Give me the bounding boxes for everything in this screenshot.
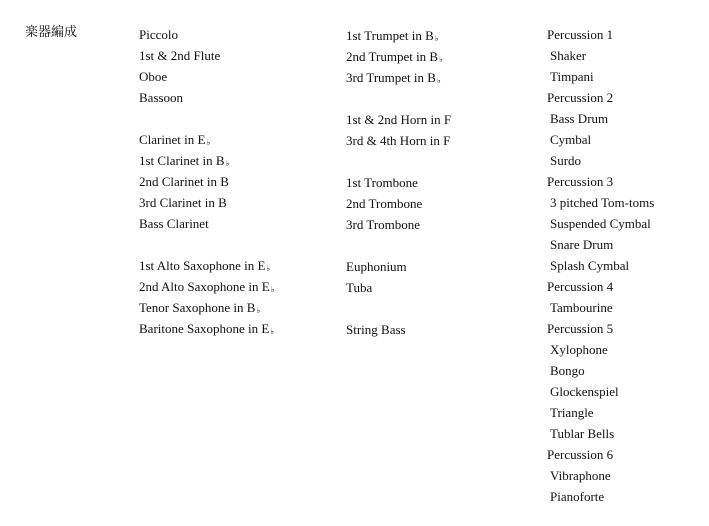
percussion-group-label — [547, 318, 654, 339]
instrument-label: Shaker — [550, 48, 587, 63]
instrument-label: Tuba — [346, 280, 373, 295]
instrument-label: Xylophone — [550, 342, 608, 357]
instrument-item — [346, 193, 451, 214]
spacer — [346, 235, 451, 256]
flat-accidental: ♭ — [225, 159, 230, 168]
percussion-group-label — [547, 171, 654, 192]
instrument-label: 3 pitched Tom-toms — [550, 195, 655, 210]
instrument-label: 3rd Trumpet in B — [346, 70, 436, 85]
flat-accidental: ♭ — [436, 76, 441, 85]
flat-accidental: ♭ — [434, 34, 439, 43]
instrument-sub-item — [547, 360, 654, 381]
instrument-label: 3rd & 4th Horn in F — [346, 133, 451, 148]
instrument-label: Tenor Saxophone in B — [139, 300, 256, 315]
instrument-item — [346, 214, 451, 235]
brass-column — [346, 25, 451, 340]
instrument-label: Bongo — [550, 363, 585, 378]
instrument-label: 2nd Trombone — [346, 196, 423, 211]
percussion-group-label — [547, 24, 654, 45]
instrument-label: 1st Clarinet in B — [139, 153, 225, 168]
instrument-sub-item — [547, 66, 654, 87]
instrument-label: Bass Clarinet — [139, 216, 209, 231]
instrument-label: Baritone Saxophone in E — [139, 321, 270, 336]
percussion-group-label — [547, 276, 654, 297]
instrument-label: Piccolo — [139, 27, 178, 42]
instrument-label: 2nd Clarinet in B — [139, 174, 229, 189]
instrument-label: Percussion 3 — [547, 174, 614, 189]
instrument-item — [139, 213, 275, 234]
instrument-label: 1st Trumpet in B — [346, 28, 434, 43]
instrument-label: Oboe — [139, 69, 168, 84]
instrument-sub-item — [547, 150, 654, 171]
instrument-sub-item — [547, 45, 654, 66]
woodwinds-column — [139, 24, 275, 339]
instrument-sub-item — [547, 129, 654, 150]
instrument-label: 1st Trombone — [346, 175, 418, 190]
instrument-item — [139, 297, 275, 318]
spacer — [346, 151, 451, 172]
instrument-label: 3rd Clarinet in B — [139, 195, 227, 210]
instrument-label: Percussion 1 — [547, 27, 614, 42]
flat-accidental: ♭ — [266, 264, 271, 273]
instrument-item — [139, 150, 275, 171]
instrument-item — [139, 255, 275, 276]
flat-accidental: ♭ — [439, 55, 443, 64]
percussion-group-label — [547, 87, 654, 108]
instrument-item — [346, 46, 451, 67]
spacer — [346, 298, 451, 319]
percussion-group-label — [547, 444, 654, 465]
instrument-label: Percussion 4 — [547, 279, 614, 294]
instrument-item — [139, 171, 275, 192]
instrument-label: Percussion 5 — [547, 321, 614, 336]
instrument-label: Suspended Cymbal — [550, 216, 651, 231]
instrument-item — [139, 192, 275, 213]
instrument-label: Percussion 2 — [547, 90, 614, 105]
flat-accidental: ♭ — [270, 285, 275, 294]
instrument-label: 2nd Alto Saxophone in E — [139, 279, 270, 294]
instrument-label: 3rd Trombone — [346, 217, 421, 232]
instrument-label: Clarinet in E — [139, 132, 206, 147]
instrument-item — [139, 45, 275, 66]
instrument-label: Snare Drum — [550, 237, 614, 252]
instrument-item — [139, 276, 275, 297]
spacer — [139, 234, 275, 255]
instrument-item — [346, 25, 451, 46]
instrument-label: Percussion 6 — [547, 447, 614, 462]
instrument-item — [346, 130, 451, 151]
instrument-item — [346, 109, 451, 130]
instrument-sub-item — [547, 213, 654, 234]
instrument-label: Cymbal — [550, 132, 592, 147]
flat-accidental: ♭ — [256, 306, 261, 315]
instrument-item — [139, 24, 275, 45]
instrument-label: Glockenspiel — [550, 384, 619, 399]
instrument-sub-item — [547, 192, 654, 213]
instrument-sub-item — [547, 465, 654, 486]
instrument-item — [346, 277, 451, 298]
flat-accidental: ♭ — [270, 327, 275, 336]
instrument-label: Vibraphone — [550, 468, 611, 483]
instrument-label: Timpani — [550, 69, 594, 84]
instrument-label: Tublar Bells — [550, 426, 615, 441]
instrument-label: Triangle — [550, 405, 594, 420]
instrument-label: 2nd Trumpet in B — [346, 49, 439, 64]
instrument-sub-item — [547, 255, 654, 276]
instrument-item — [346, 67, 451, 88]
instrument-item — [139, 87, 275, 108]
instrument-item — [139, 129, 275, 150]
spacer — [346, 88, 451, 109]
instrument-label: Surdo — [550, 153, 582, 168]
instrument-label: String Bass — [346, 322, 406, 337]
flat-accidental: ♭ — [206, 138, 211, 147]
instrument-sub-item — [547, 297, 654, 318]
instrument-item — [346, 319, 451, 340]
instrument-sub-item — [547, 381, 654, 402]
instrument-label: 1st Alto Saxophone in E — [139, 258, 266, 273]
instrument-sub-item — [547, 423, 654, 444]
instrument-label: 1st & 2nd Flute — [139, 48, 221, 63]
instrument-label: Bassoon — [139, 90, 184, 105]
percussion-column — [547, 24, 654, 507]
instrument-label: 1st & 2nd Horn in F — [346, 112, 452, 127]
instrument-sub-item — [547, 402, 654, 423]
instrument-sub-item — [547, 486, 654, 507]
page-heading: 楽器編成 — [25, 25, 78, 40]
instrument-item — [346, 172, 451, 193]
instrument-label: Pianoforte — [550, 489, 605, 504]
instrument-item — [346, 256, 451, 277]
instrument-sub-item — [547, 234, 654, 255]
instrument-sub-item — [547, 339, 654, 360]
instrument-label: Tambourine — [550, 300, 613, 315]
instrument-label: Bass Drum — [550, 111, 609, 126]
instrument-item — [139, 66, 275, 87]
instrument-label: Euphonium — [346, 259, 407, 274]
instrument-label: Splash Cymbal — [550, 258, 630, 273]
instrument-item — [139, 318, 275, 339]
spacer — [139, 108, 275, 129]
instrument-sub-item — [547, 108, 654, 129]
